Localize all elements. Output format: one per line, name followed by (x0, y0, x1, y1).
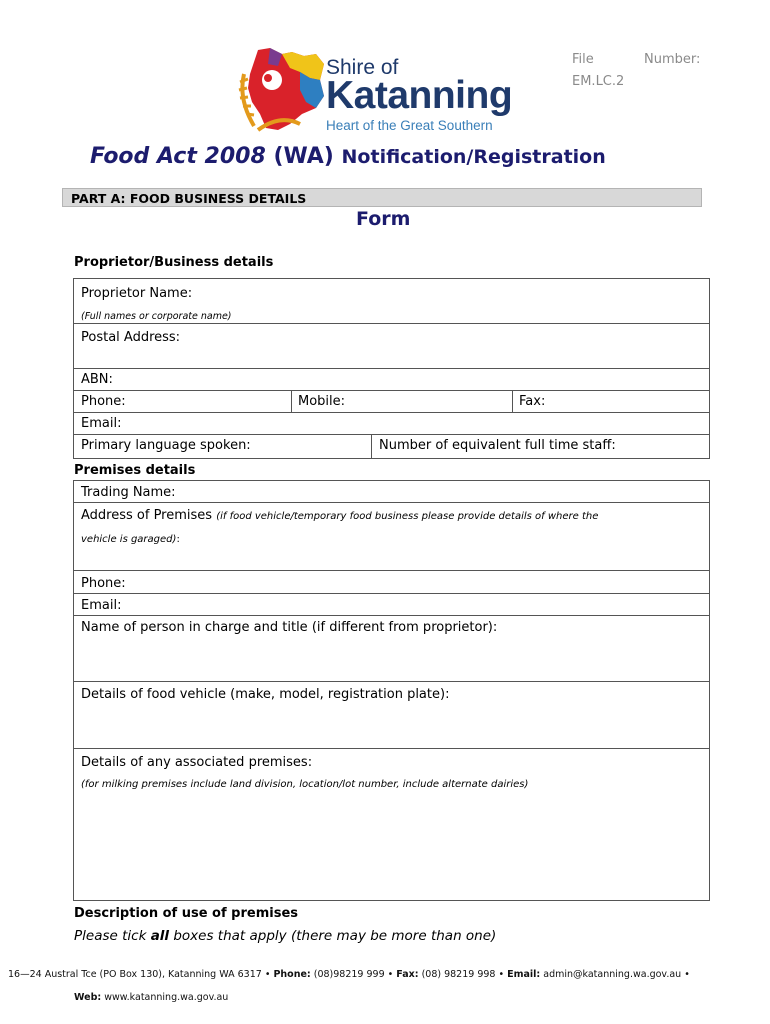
associated-premises-note: (for milking premises include land division, location/lot number, include alternate dairies) (81, 779, 529, 790)
proprietor-heading: Proprietor/Business details (74, 255, 274, 270)
person-in-charge-field[interactable] (74, 616, 709, 682)
trading-name-field[interactable] (74, 481, 709, 503)
premises-email-field[interactable] (74, 594, 709, 616)
language-label: Primary language spoken: (81, 438, 251, 453)
language-row (74, 435, 709, 458)
proprietor-table (73, 278, 710, 459)
premises-phone-label: Phone: (81, 576, 126, 591)
file-label: File (572, 52, 594, 67)
email-label: Email: (81, 416, 122, 431)
food-vehicle-label: Details of food vehicle (make, model, registration plate): (81, 687, 450, 702)
footer-web: Web: www.katanning.wa.gov.au (74, 992, 229, 1003)
premises-address-note: vehicle is garaged): (81, 534, 180, 545)
page-title (90, 144, 606, 169)
proprietor-name-label: Proprietor Name: (81, 286, 193, 301)
premises-heading: Premises details (74, 463, 196, 478)
tick-instruction: Please tick all boxes that apply (there may be more than one) (74, 928, 497, 944)
logo-tagline: Heart of the Great Southern (326, 118, 493, 133)
proprietor-name-field[interactable] (74, 279, 709, 324)
email-field[interactable] (74, 413, 709, 435)
food-vehicle-field[interactable] (74, 682, 709, 749)
phone-label: Phone: (81, 394, 126, 409)
fax-label: Fax: (519, 394, 546, 409)
premises-email-label: Email: (81, 598, 122, 613)
postal-address-label: Postal Address: (81, 330, 181, 345)
premises-phone-field[interactable] (74, 571, 709, 594)
trading-name-label: Trading Name: (81, 485, 176, 500)
file-code: EM.LC.2 (572, 74, 625, 89)
mobile-label: Mobile: (298, 394, 346, 409)
proprietor-name-note: (Full names or corporate name) (81, 311, 232, 322)
premises-table (73, 480, 710, 901)
person-in-charge-label: Name of person in charge and title (if different from proprietor): (81, 620, 498, 635)
logo-text-katanning: Katanning (326, 74, 513, 117)
phone-row (74, 391, 709, 413)
associated-premises-label: Details of any associated premises: (81, 755, 313, 770)
premises-address-field[interactable] (74, 503, 709, 571)
title-notification: Notification/Registration (341, 146, 606, 168)
form-label: Form (356, 208, 411, 230)
footer-contact: 16—24 Austral Tce (PO Box 130), Katanning WA 6317 • Phone: (08)98219 999 • Fax: (08) 98219 998 • Email: admin@katanning.wa.gov.au • (8, 969, 690, 980)
file-number-label: Number: (644, 52, 701, 67)
logo-text-shire: Shire of (326, 56, 399, 79)
associated-premises-field[interactable] (74, 749, 709, 900)
postal-address-field[interactable] (74, 324, 709, 369)
use-of-premises-heading: Description of use of premises (74, 906, 298, 921)
part-a-header: PART A: FOOD BUSINESS DETAILS (62, 188, 702, 207)
abn-field[interactable] (74, 369, 709, 391)
title-wa: (WA) (273, 144, 334, 169)
abn-label: ABN: (81, 372, 113, 387)
staff-label: Number of equivalent full time staff: (379, 438, 616, 453)
title-act: Food Act 2008 (90, 144, 266, 169)
premises-address-label: Address of Premises (if food vehicle/temporary food business please provide details of where the (81, 508, 599, 523)
